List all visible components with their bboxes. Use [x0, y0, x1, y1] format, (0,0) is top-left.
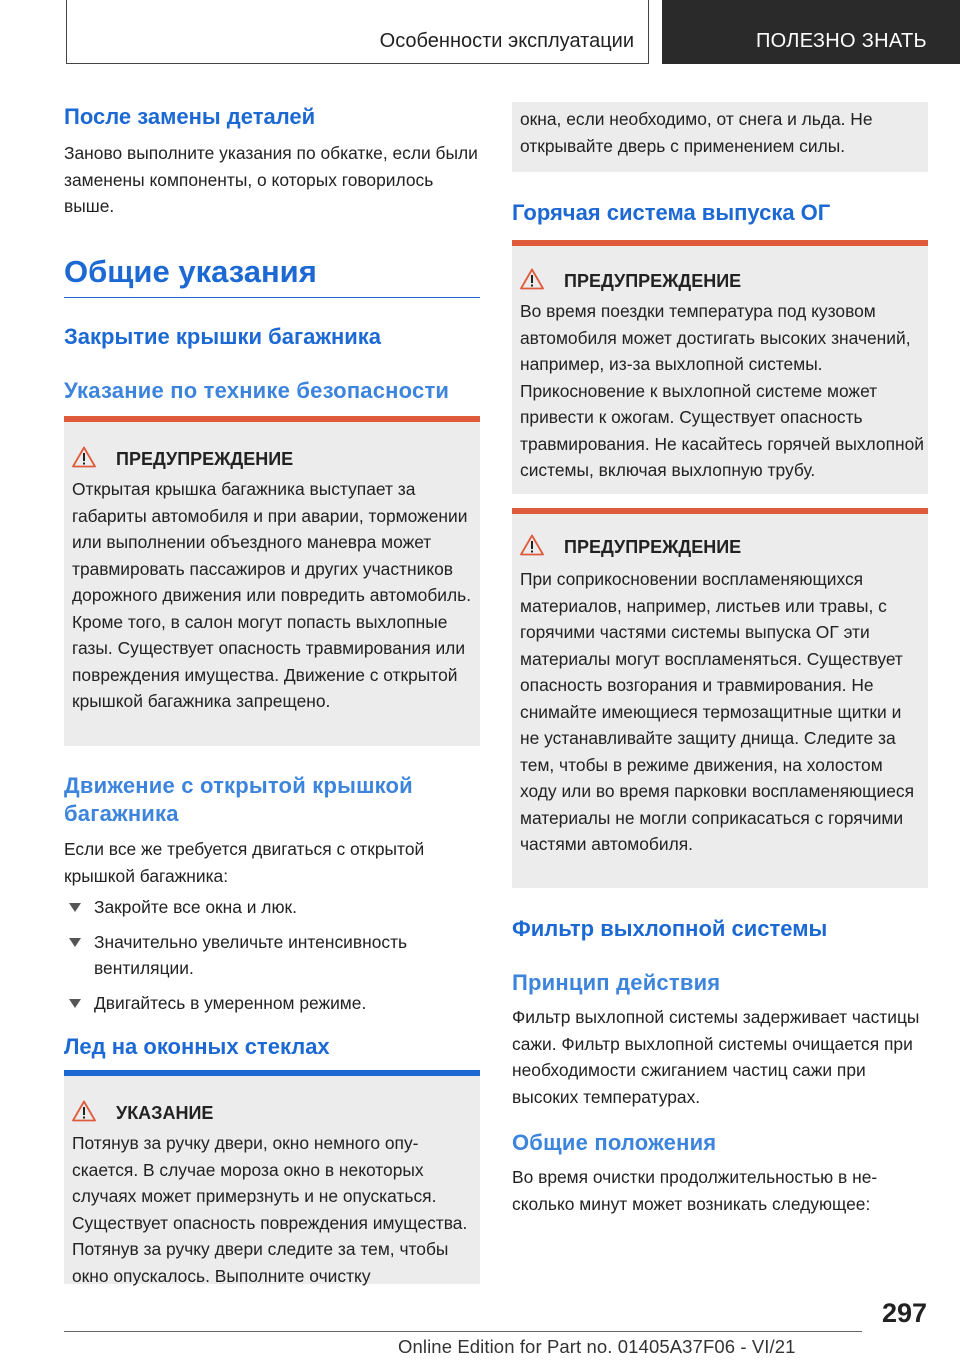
- general-provisions-text: Во время очистки продолжительностью в несколько минут может возникать следующее:: [512, 1167, 878, 1214]
- heading-hot-exhaust: Горячая система выпуска ОГ: [512, 200, 831, 225]
- notice-header: [72, 1100, 213, 1126]
- header-section-label: Особенности эксплуатации: [379, 30, 634, 52]
- page-number: 297: [882, 1298, 928, 1328]
- warning-triangle-icon: [72, 1100, 96, 1122]
- warning-text: При соприкосновении воспламеняющихся материалов, например, листьев или травы, с горячими частями системы выпуска ОГ эти материалы могут воспламеняться. Существует опасность возгорания и травмирования. Не снимайте имеющиеся термозащитные щитки и не устанавливайте защиту днища. Следите за тем, чтобы в режиме движения, на холостом ходу или во время парковки воспламеняющиеся материалы не могли соприкасаться с горячими частями автомобиля.: [520, 569, 914, 854]
- warning-box-flammable: [512, 508, 928, 888]
- driving-bullet-list: [64, 894, 480, 1024]
- heading-driving-open-trunk: Движение с открытой крышкой багажника: [64, 773, 413, 826]
- warning-box-trunk: [64, 416, 480, 746]
- warning-label: ПРЕДУПРЕЖДЕНИЕ: [564, 537, 742, 557]
- notice-box-continued: [512, 102, 928, 172]
- header-chapter-label: ПОЛЕЗНО ЗНАТЬ: [756, 30, 927, 52]
- bullet-triangle-icon: [69, 903, 81, 912]
- header-section-tab: [66, 0, 649, 64]
- warning-bar: [512, 508, 928, 514]
- heading-exhaust-filter: Фильтр выхлопной системы: [512, 916, 828, 941]
- warning-header: [520, 534, 741, 560]
- heading-general-provisions: Общие положения: [512, 1130, 717, 1155]
- warning-header: [520, 268, 741, 294]
- warning-bar: [64, 416, 480, 422]
- warning-label: ПРЕДУПРЕЖДЕНИЕ: [116, 449, 294, 469]
- footer-edition: Online Edition for Part no. 01405A37F06 - VI/21: [398, 1336, 796, 1357]
- heading-safety-note: Указание по технике безопасности: [64, 378, 450, 403]
- warning-box-exhaust: [512, 240, 928, 494]
- heading-parts-replacement: После замены деталей: [64, 104, 316, 129]
- heading-rule: [64, 297, 480, 298]
- warning-header: [72, 446, 293, 472]
- footer-rule: [64, 1331, 862, 1332]
- header-chapter-tab: [662, 0, 960, 64]
- heading-principle: Принцип действия: [512, 970, 721, 995]
- bullet-triangle-icon: [69, 999, 81, 1008]
- notice-bar: [64, 1070, 480, 1076]
- notice-box-ice: [64, 1070, 480, 1284]
- notice-continued-text: окна, если необходимо, от снега и льда. Не открывайте дверь с применением силы.: [520, 109, 873, 156]
- warning-triangle-icon: [72, 446, 96, 468]
- bullet-triangle-icon: [69, 938, 81, 947]
- principle-text: Фильтр выхлопной системы задерживает частицы сажи. Фильтр выхлопной системы очищается при необходимости сжиганием частиц сажи при высоких температурах.: [512, 1007, 920, 1107]
- driving-open-trunk-text: Если все же требуется двигаться с открытой крышкой багажника:: [64, 839, 425, 886]
- warning-text: Во время поездки температура под кузовом автомобиля может достигать высоких значений, например, из-за выхлопной системы. Прикосновение к выхлопной системе может привести к ожогам. Существует опасность травмирования. Не касайтесь горячей выхлопной системы, включая выхлопную трубу.: [520, 301, 924, 480]
- notice-text: Потянув за ручку двери, окно немного опускается. В случае мороза окно в некоторых случаях может примерзнуть и не опускаться. Существует опасность повреждения имущества. Потянув за ручку двери следите за тем, чтобы окно опускалось. Выполните очистку: [72, 1133, 468, 1286]
- heading-trunk-closing: Закрытие крышки багажника: [64, 324, 382, 349]
- parts-replacement-text: Заново выполните указания по обкатке, если были заменены компоненты, о которых говорилось выше.: [64, 143, 478, 216]
- heading-general-notes: Общие указания: [64, 254, 317, 289]
- list-item: Значительно увеличьте интенсивность вентиляции.: [64, 929, 480, 982]
- list-item: Закройте все окна и люк.: [64, 894, 480, 921]
- heading-ice-windows: Лед на оконных стеклах: [64, 1034, 330, 1059]
- warning-bar: [512, 240, 928, 246]
- warning-triangle-icon: [520, 534, 544, 556]
- warning-triangle-icon: [520, 268, 544, 290]
- warning-text: Открытая крышка багажника выступает за габариты автомобиля и при аварии, торможении или выполнении объездного маневра может травмировать пассажиров и других участников дорожного движения или повредить автомобиль. Кроме того, в салон могут попасть выхлопные газы. Существует опасность травмирования или повреждения имущества. Движение с открытой крышкой багажника запрещено.: [72, 479, 472, 711]
- notice-label: УКАЗАНИЕ: [116, 1103, 214, 1123]
- warning-label: ПРЕДУПРЕЖДЕНИЕ: [564, 271, 742, 291]
- list-item: Двигайтесь в умеренном режиме.: [64, 990, 480, 1017]
